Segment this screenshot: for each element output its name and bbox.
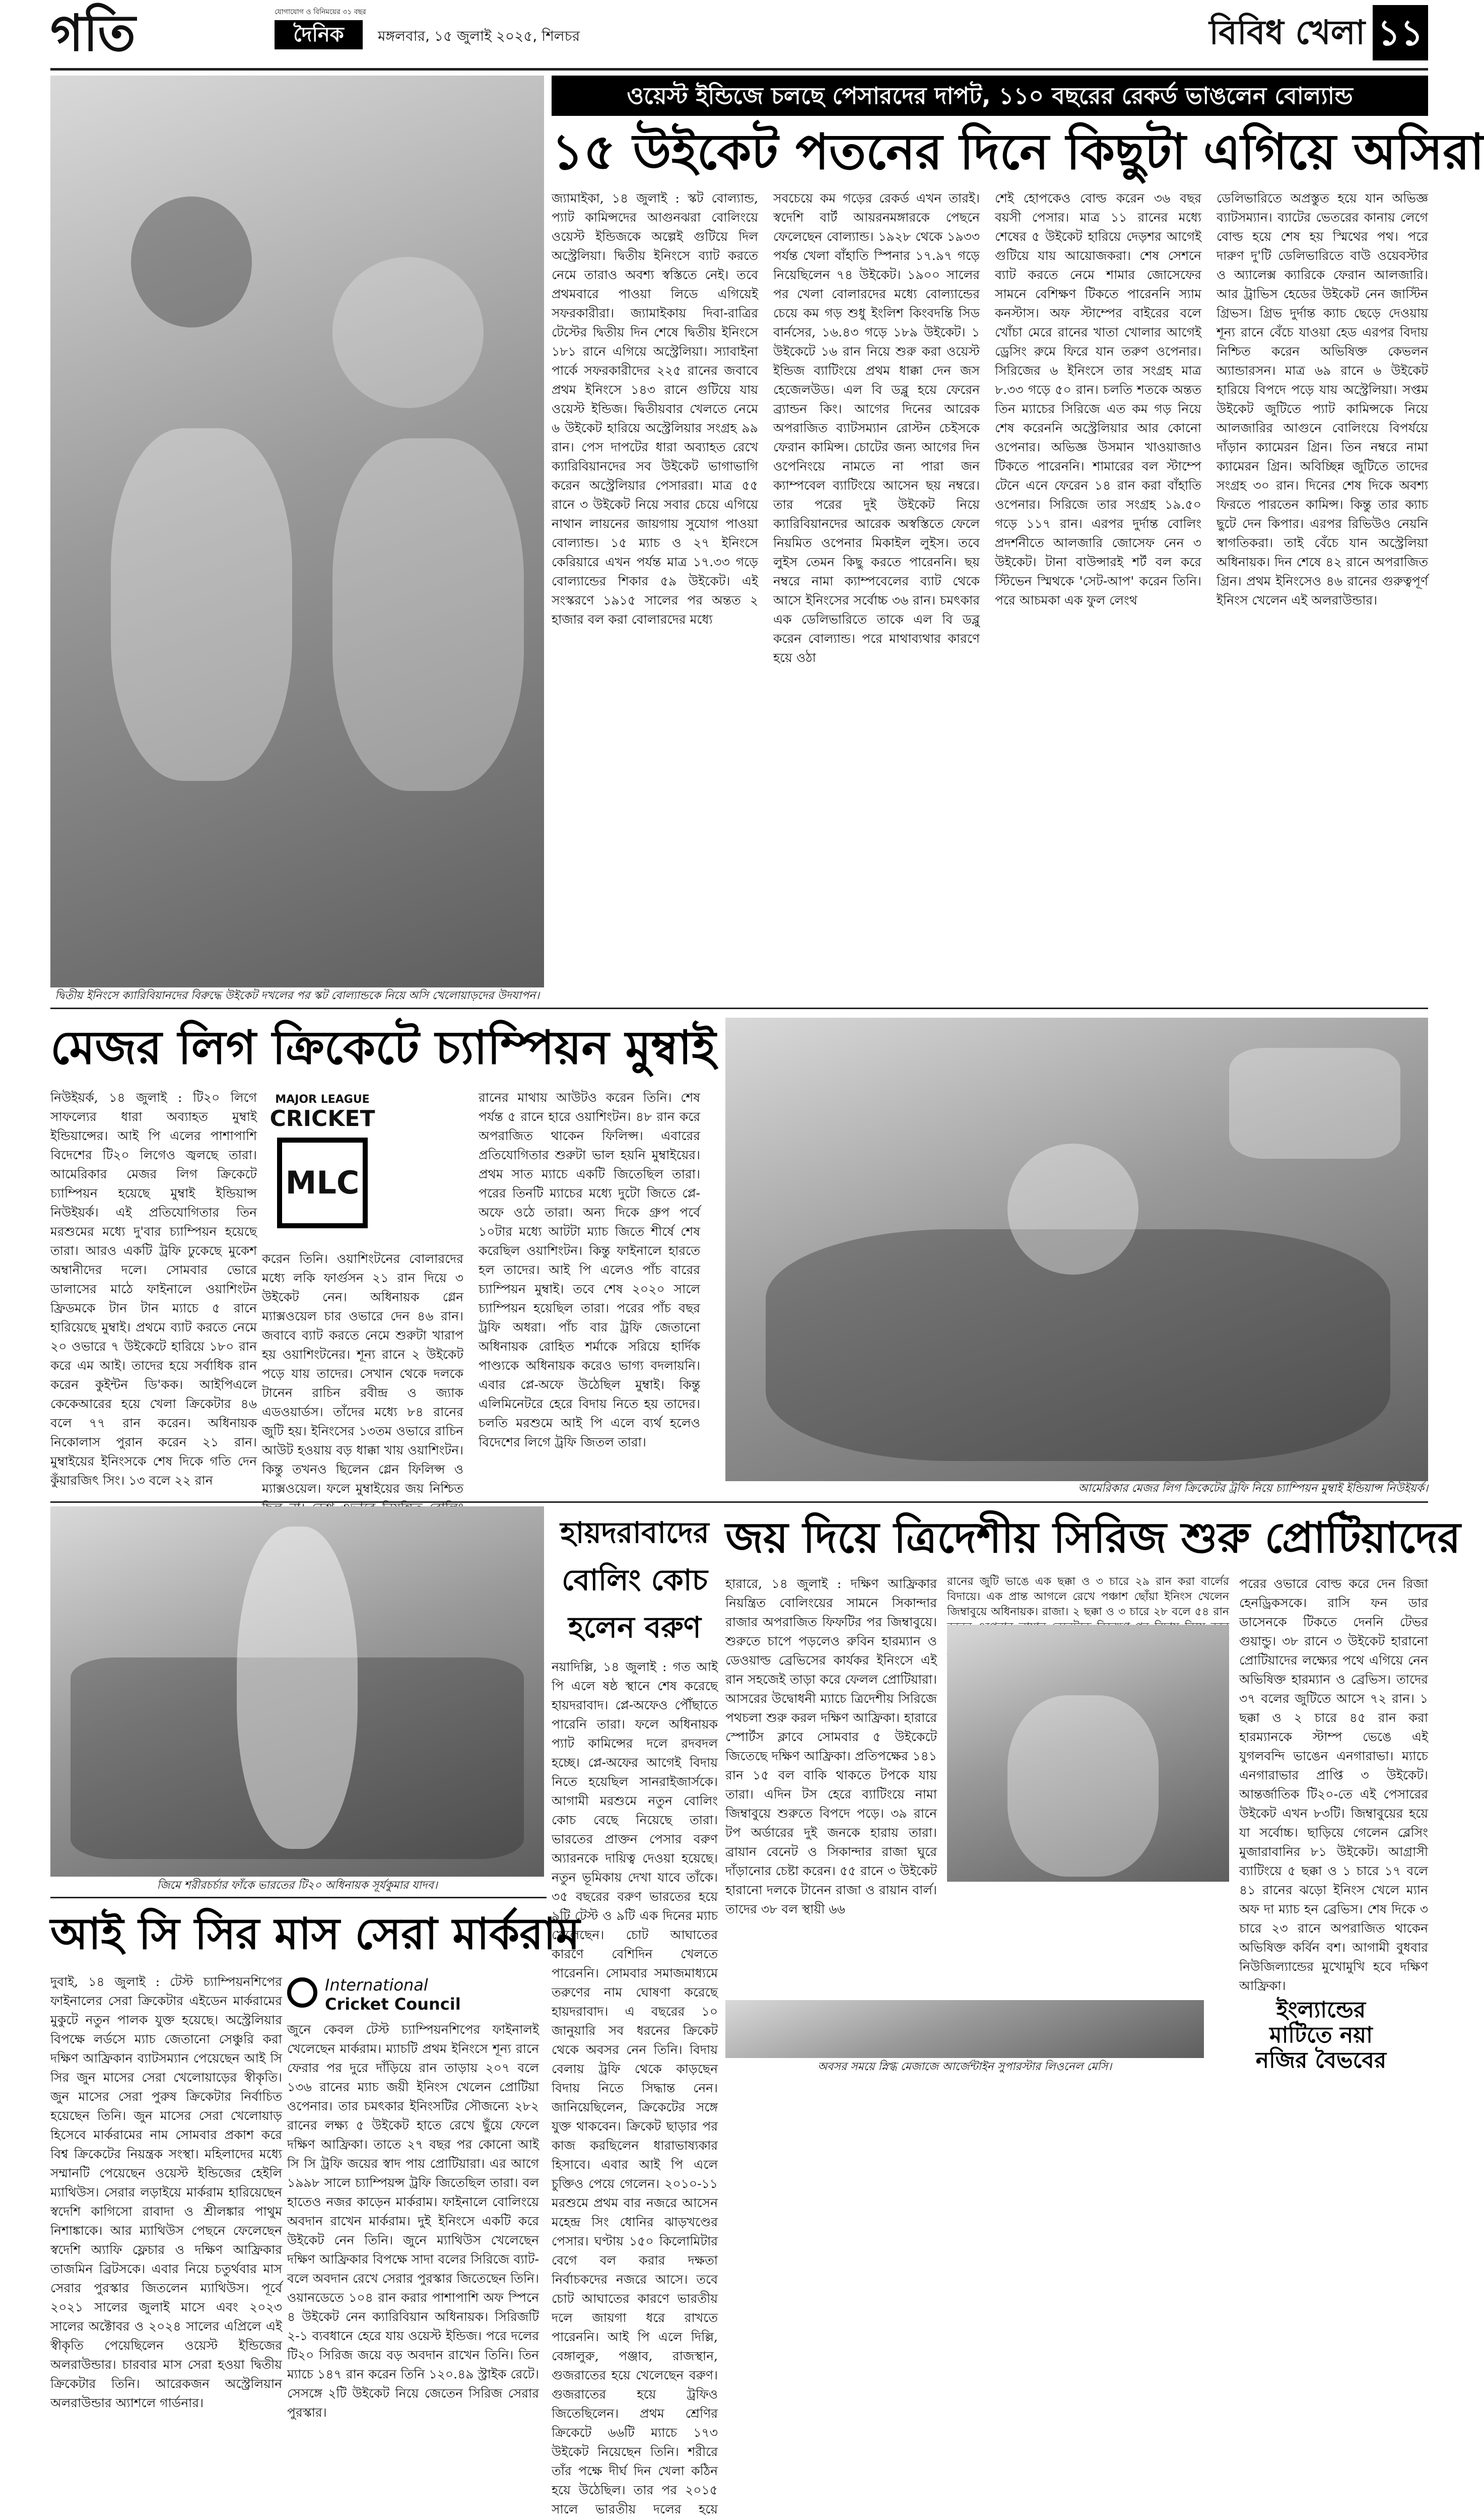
story1-column-4: ডেলিভারিতে অপ্রস্তুত হয়ে যান অভিজ্ঞ ব্যাটসম্যান। ব্যাটের ভেতরের কানায় লেগে বোল্ড হয়ে শেষ হয় স্মিথের পথ। পরে দারুণ দু'টি ডেলিভারিতে বাউ ওয়েবস্টার ও অ্যালেক্স ক্যারিকে ফেরান আলজারি। আর ট্রাভিস হেডের উইকেট নেন জাস্টিন গ্রিভস। গ্রিভ দুর্দান্ত ক্যাচ ছেড়ে দেওয়ায় শূন্য রানে বেঁচে যাওয়া হেড এরপর বিদায় নিশ্চিত করেন অভিষিক্ত কেভলন অ্যান্ডারসন। মাত্র ৬৯ রানে ৬ উইকেট হারিয়ে বিপদে পড়ে যায় অস্ট্রেলিয়া। সপ্তম উইকেট জুটিতে প্যাট কামিন্সকে নিয়ে আলজারির আগুনে বোলিংয়ে বিপর্যয়ে দাঁড়ান ক্যামেরন গ্রিন। তিন নম্বরে নামা ক্যামেরন গ্রিন। অবিচ্ছিন্ন জুটিতে তাদের সংগ্রহ ৩০ রান। দিনের শেষ দিকে অবশ্য ফিরতে পারতেন কামিন্স। কিন্তু তার ক্যাচ ছুটে দেন কিপার। এরপর রিভিউও নেয়নি স্বাগতিকরা। তাই বেঁচে যান অস্ট্রেলিয়া অধিনায়ক। দিন শেষে ৪২ রানে অপরাজিত গ্রিন। প্রথম ইনিংসেও ৪৬ রানের গুরুত্বপূর্ণ ইনিংস খেলেন এই অলরাউন্ডার। — [1217, 191, 1428, 608]
story7-headline-line-1: ইংল্যান্ডের — [1276, 1997, 1366, 2023]
icc-logo-text-2: Cricket Council — [325, 1995, 461, 2014]
story1-column-1: জ্যামাইকা, ১৪ জুলাই : স্কট বোল্যান্ড, প্যাট কামিন্সদের আগুনঝরা বোলিংয়ে ওয়েস্ট ইন্ডিজকে অল্পেই গুটিয়ে দিল অস্ট্রেলিয়া। দ্বিতীয় ইনিংসে ব্যাট করতে নেমে তারাও অবশ্য স্বস্তিতে নেই। তবে প্রথমবারে পাওয়া লিডে এগিয়েই সফরকারীরা। জ্যামাইকায় দিবা-রাত্রির টেস্টের দ্বিতীয় দিন শেষে দ্বিতীয় ইনিংসে ১৮১ রানে এগিয়ে অস্ট্রেলিয়া। স্যাবাইনা পার্কে সফরকারীদের ২২৫ রানের জবাবে প্রথম ইনিংসে ১৪৩ রানে গুটিয়ে যায় ওয়েস্ট ইন্ডিজ। দ্বিতীয়বার খেলতে নেমে ৬ উইকেট হারিয়ে অস্ট্রেলিয়ার সংগ্রহ ৯৯ রান। পেস দাপটের ধারা অব্যাহত রেখে ক্যারিবিয়ানদের সব উইকেট ভাগাভাগি করেন অস্ট্রেলিয়ার পেসাররা। মাত্র ৫৫ রানে ৩ উইকেট নিয়ে সবার চেয়ে এগিয়ে নাথান লায়নের জায়গায় সুযোগ পাওয়া বোল্যান্ড। ১৫ ম্যাচ ও ২৭ ইনিংসে কেরিয়ারে এখন পর্যন্ত মাত্র ১৭.৩৩ গড়ে বোল্যান্ডের শিকার ৫৯ উইকেট। এই সংস্করণে ১৯১৫ সালের পর অন্তত ২ হাজার বল করা বোলারদের মধ্যে — [552, 191, 758, 627]
story4-body: নয়াদিল্লি, ১৪ জুলাই : গত আই পি এলে ষষ্ঠ স্থানে শেষ করেছে হায়দরাবাদ। প্লে-অফেও পৌঁছাতে পারেনি তারা। ফলে অধিনায়ক প্যাট কামিন্সের দলে রদবদল হচ্ছে। প্লে-অফের আগেই বিদায় নিতে হয়েছিল সানরাইজার্সকে। আগামী মরশুমে নতুন বোলিং কোচ বেছে নিয়েছে তারা। ভারতের প্রাক্তন পেসার বরুণ অ্যারনকে দায়িত্ব দেওয়া হয়েছে। নতুন ভূমিকায় দেখা যাবে তাঁকে। ৩৫ বছরের বরুণ ভারতের হয়ে ৯টি টেস্ট ও ৯টি এক দিনের ম্যাচ খেলেছেন। চোট আঘাতের কারণে বেশিদিন খেলতে পারেননি। সোমবার সমাজমাধ্যমে তরুণের নাম ঘোষণা করেছে হায়দরাবাদ। এ বছরের ১০ জানুয়ারি সব ধরনের ক্রিকেট থেকে অবসর নেন তিনি। বিদায় বেলায় ট্রফি থেকে কাড়ছেন বিদায় নিতে সিদ্ধান্ত নেন। জানিয়েছিলেন, ক্রিকেটের সঙ্গে যুক্ত থাকবেন। ক্রিকেট ছাড়ার পর কাজ করছিলেন ধারাভাষ্যকার হিসাবে। এবার আই পি এলে চুক্তিও পেয়ে গেলেন। ২০১০-১১ মরশুমে প্রথম বার নজরে আসেন মহেন্দ্র সিং ধোনির ঝাড়খণ্ডের পেসার। ঘণ্টায় ১৫০ কিলোমিটার বেগে বল করার দক্ষতা নির্বাচকদের নজরে আসে। তবে চোট আঘাতের কারণে ভারতীয় দলে জায়গা ধরে রাখতে পারেননি। আই পি এলে দিল্লি, বেঙ্গালুরু, পঞ্জাব, রাজস্থান, গুজরাতের হয়ে খেলেছেন বরুণ। গুজরাতের হয়ে ট্রফিও জিতেছিলেন। প্রথম শ্রেণির ক্রিকেটে ৬৬টি ম্যাচে ১৭৩ উইকেট নিয়েছেন তিনি। শরীরে তাঁর পক্ষে দীর্ঘ দিন খেলা কঠিন হয়ে উঠেছিল। তার পর ২০১৫ সালে ভারতীয় দলের হয়ে — [552, 1660, 718, 2516]
story1-photo — [50, 76, 544, 987]
story5-column-2: জুনে কেবল টেস্ট চ্যাম্পিয়নশিপের ফাইনালই খেলেছেন মার্করাম। ম্যাচটি প্রথম ইনিংসে শূন্য রানে ফেরার পর দুরে দাঁড়িয়ে রান তাড়ায় ২০৭ বলে ১৩৬ রানের ম্যাচ জয়ী ইনিংস খেলেন প্রোটিয়া ওপেনার। তার চমৎকার ইনিংসটির সৌজন্যে ২৮২ রানের লক্ষ্য ৫ উইকেট হাতে রেখে ছুঁয়ে ফেলে দক্ষিণ আফ্রিকা। তাতে ২৭ বছর পর কোনো আই সি সি ট্রফি জয়ের স্বাদ পায় প্রোটিয়ারা। এর আগে ১৯৯৮ সালে চ্যাম্পিয়ন্স ট্রফি জিতেছিল তারা। বল হাতেও নজর কাড়েন মার্করাম। ফাইনালে বোলিংয়ে অবদান রাখেন মার্করাম। দুই ইনিংসে একটি করে উইকেট নেন তিনি। জুনে ম্যাথিউস খেলেছেন দক্ষিণ আফ্রিকার বিপক্ষে সাদা বলের সিরিজে ব্যাট-বলে অবদান রেখে সেরার পুরস্কার জিতেছেন তিনি। ওয়ানডেতে ১০৪ রান করার পাশাপাশি অফ স্পিনে ৪ উইকেট নেন ক্যারিবিয়ান অধিনায়ক। সিরিজটি ২-১ ব্যবধানে হেরে যায় ওয়েস্ট ইন্ডিজ। পরে দলের টি২০ সিরিজ জয়ে বড় অবদান রাখেন তিনি। তিন ম্যাচে ১৪৭ রান করেন তিনি ১২০.৪৯ স্ট্রাইক রেটে। সেসঙ্গে ২টি উইকেট নিয়ে জেতেন সিরিজ সেরার পুরস্কার। — [287, 2022, 539, 2420]
story2-photo-caption: আমেরিকার মেজর লিগ ক্রিকেটের ট্রফি নিয়ে চ্যাম্পিয়ন মুম্বাই ইন্ডিয়ান্স নিউইয়র্ক। — [1078, 1482, 1428, 1495]
story1-photo-caption: দ্বিতীয় ইনিংসে ক্যারিবিয়ানদের বিরুদ্ধে উইকেট দখলের পর স্কট বোল্যান্ডকে নিয়ে অসি খেলোয়াড়দের উদযাপন। — [54, 989, 540, 1002]
story7-headline — [1214, 1998, 1428, 2073]
story6-photo — [725, 2000, 1204, 2058]
story3-photo — [947, 1625, 1229, 1882]
story7-headline-line-3: নজির বৈভবের — [1255, 2047, 1387, 2073]
story4-headline-line-1: হায়দরাবাদের — [560, 1515, 709, 1550]
masthead-date-line: মঙ্গলবার, ১৫ জুলাই ২০২৫, শিলচর — [378, 28, 580, 44]
story1-column-2: সবচেয়ে কম গড়ের রেকর্ড এখন তারই। স্বদেশি বার্ট আয়রনমঙ্গারকে পেছনে ফেলেছেন বোল্যান্ড। ১৯২৮ থেকে ১৯৩৩ পর্যন্ত খেলা বাঁহাতি স্পিনার ১৭.৯৭ গড়ে নিয়েছিলেন ৭৪ উইকেট। ১৯০০ সালের পর খেলা বোলারদের মধ্যে বোল্যান্ডের চেয়ে কম গড় শুধু ইংলিশ কিংবদন্তি সিড বার্নসের, ১৬.৪৩ গড়ে ১৮৯ উইকেট। ১ উইকেটে ১৬ রান নিয়ে শুরু করা ওয়েস্ট ইন্ডিজ ব্যাটিংয়ে প্রথম ধাক্কা দেন জস হেজেলউড। এল বি ডব্লু হয়ে ফেরেন ব্র্যান্ডন কিং। আগের দিনের আরেক অপরাজিত ব্যাটসম্যান রোস্টন চেইসকে ফেরান কামিন্স। চোটের জন্য আগের দিন ওপেনিংয়ে নামতে না পারা জন ক্যাম্পবেল ব্যাটিংয়ে আসেন ছয় নম্বরে। তার পরের দুই উইকেট নিয়ে ক্যারিবিয়ানদের আরেক অস্বস্তিতে ফেলে নিয়মিত ওপেনার মিকাইল লুইস। তবে লুইস তেমন কিছু করতে পারেননি। ছয় নম্বরে নামা ক্যাম্পবেলের ব্যাট থেকে আসে ইনিংসের সর্বোচ্চ ৩৬ রান। চমৎকার এক ডেলিভারিতে তাকে এল বি ডব্লু করেন বোল্যান্ড। পরে মাথাব্যথার কারণে হয়ে ওঠা — [773, 191, 980, 665]
story2-column-2: করেন তিনি। ওয়াশিংটনের বোলারদের মধ্যে লকি ফার্গুসন ২১ রান দিয়ে ৩ উইকেট নেন। অধিনায়ক গ্লেন ম্যাক্সওয়েল চার ওভারে দেন ৪৬ রান। জবাবে ব্যাট করতে নেমে শুরুটা খারাপ হয় ওয়াশিংটনের। শূন্য রানে ২ উইকেট পড়ে যায় তাদের। সেখান থেকে দলকে টানেন রাচিন রবীন্দ্র ও জ্যাক এডওয়ার্ডস। তাঁদের মধ্যে ৮৪ রানের জুটি হয়। ইনিংসের ১৩তম ওভারে রাচিন আউট হওয়ায় বড় ধাক্কা খায় ওয়াশিংটন। কিন্তু তখনও ছিলেন গ্লেন ফিলিপ্স ও ম্যাক্সওয়েল। ফলে মুম্বাইয়ের জয় নিশ্চিত — [262, 1251, 463, 1496]
icc-logo-mark — [287, 1977, 317, 2008]
story3-column-3: পরের ওভারে বোল্ড করে দেন রিজা হেনড্রিকসকে। রাসি ফন ডার ডাসেনকে টিকতে দেননি টেভর গুয়ান্ডু। ৩৮ রানে ৩ উইকেট হারানো প্রোটিয়াদের লক্ষ্যের পথে এগিয়ে নেন অভিষিক্ত হারম্যান ও ব্রেভিস। তাদের ৩৭ বলের জুটিতে আসে ৭২ রান। ১ ছক্কা ও ২ চারে ৪৫ রান করা হারম্যানকে স্টাম্প ভেঙে এই যুগলবন্দি ভাঙেন এনগারাভা। ম্যাচে এনগারাভার প্রাপ্তি ৩ উইকেট। আন্তর্জাতিক টি২০-তে এই পেসারের উইকেট এখন ৮৩টি। জিম্বাবুয়ের হয়ে যা সর্বোচ্চ। ছাড়িয়ে গেলেন ব্লেসিং মুজারাবানির ৮১ উইকেট। আগ্রাসী ব্যাটিংয়ে ৫ ছক্কা ও ১ চারে ১৭ বলে ৪১ রানের ঝড়ো ইনিংস খেলে ম্যান অফ দা ম্যাচ হন ব্রেভিস। শেষ দিকে ৩ চারে ২৩ রানে অপরাজিত থাকেন অভিষিক্ত কর্বিন বশ। আগামী বুধবার নিউজিল্যান্ডের মুখোমুখি হবে দক্ষিণ আফ্রিকা। — [1239, 1576, 1428, 1993]
mlc-logo-line-1: MAJOR LEAGUE — [275, 1093, 370, 1106]
icc-logo — [287, 1972, 539, 2018]
story2-column-1: নিউইয়র্ক, ১৪ জুলাই : টি২০ লিগে সাফল্যের ধারা অব্যাহত মুম্বাই ইন্ডিয়ান্সের। আই পি এলের পাশাপাশি বিদেশের টি২০ লিগেও জ্বলছে তারা। আমেরিকার মেজর লিগ ক্রিকেটে চ্যাম্পিয়ন হয়েছে মুম্বাই ইন্ডিয়ান্স নিউইয়র্ক। এই প্রতিযোগিতার তিন মরশুমের মধ্যে দু'বার চ্যাম্পিয়ন হয়েছে তারা। আরও একটি ট্রফি ঢুকেছে মুকেশ অম্বানীদের দলে। সোমবার ভোরে ডালাসের মাঠে ফাইনালে ওয়াশিংটন ফ্রিডমকে টান টান ম্যাচে ৫ রানে হারিয়েছে মুম্বাই। প্রথমে ব্যাট করতে নেমে ২০ ওভারে ৭ উইকেটে হারিয়ে ১৮০ রান করে এম আই। তাদের হয়ে সর্বাধিক রান করেন কুইন্টন ডি'কক। আইপিএলে কেকেআরের হয়ে খেলা ক্রিকেটার ৪৬ বলে ৭৭ রান করেন। অধিনায়ক নিকোলাস পুরান করেন ২১ রান। মুম্বাইয়ের ইনিংসকে শেষ দিকে গতি দেন কুঁয়ারজিৎ সিং। ১৩ বলে ২২ রান — [50, 1090, 257, 1488]
story3-column-2-top: রানের জুটি ভাঙে এক ছক্কা ও ৩ চারে ২৯ রান করা বার্লের বিদায়ে। এক প্রান্ত আগলে রেখে পঞ্চাশ ছোঁয়া ইনিংস খেলেন জিম্বাবুয়ে অধিনায়ক। রাজা। ২ ছক্কা ও ৩ চারে ২৮ বলে ৫৪ রান — [947, 1575, 1229, 1618]
story1-kicker: ওয়েস্ট ইন্ডিজে চলছে পেসারদের দাপট, ১১০ বছরের রেকর্ড ভাঙলেন বোল্যান্ড — [552, 76, 1428, 116]
mlc-logo — [262, 1093, 383, 1244]
story3-column-1: হারারে, ১৪ জুলাই : দক্ষিণ আফ্রিকার নিয়ন্ত্রিত বোলিংয়ের সামনে সিকান্দার রাজার অপরাজিত ফিফটির পর জিম্বাবুয়ে। শুরুতে চাপে পড়লেও রুবিন হারম্যান ও ডেওয়াল্ড ব্রেভিসের কার্যকর ইনিংসে এই রান সহজেই তাড়া করে ফেলল প্রোটিয়ারা। আসরের উদ্বোধনী ম্যাচে ত্রিদেশীয় সিরিজে পথচলা শুরু করল দক্ষিণ আফ্রিকা। হারারে স্পোর্টস ক্লাবে সোমবার ৫ উইকেটে জিতেছে দক্ষিণ আফ্রিকা। প্রতিপক্ষের ১৪১ রান ১৫ বল বাকি থাকতে টপকে যায় তারা। এদিন টস হেরে ব্যাটিংয়ে নামা জিম্বাবুয়ে শুরুতে বিপদে পড়ে। ৩৯ রানে টপ অর্ডারের দুই জনকে হারায় তারা। ব্রায়ান বেনেট ও সিকান্দার রাজা ঘুরে দাঁড়ানোর চেষ্টা করেন। ৫৫ রানে ৩ উইকেট হারানো দলকে টানেন রাজা ও রায়ান বার্ল। তাদের ৩৮ বল স্থায়ী ৬৬ — [725, 1576, 937, 1916]
story2-column-3: রানের মাথায় আউটও করেন তিনি। শেষ পর্যন্ত ৫ রানে হারে ওয়াশিংটন। ৪৮ রান করে অপরাজিত থাকেন ফিলিপ্স। এবারের প্রতিযোগিতার শুরুটা ভাল হয়নি মুম্বাইয়ের। প্রথম সাত ম্যাচে একটি জিতেছিল তারা। পরের তিনটি ম্যাচের মধ্যে দুটো জিতে প্লে-অফে ওঠে তারা। অন্য দিকে গ্রুপ পর্বে ১০টার মধ্যে আটটা ম্যাচ জিতে শীর্ষে শেষ করেছিল ওয়াশিংটন। কিন্তু ফাইনালে হারতে হল তাদের। আই পি এলেও পাঁচ বারের চ্যাম্পিয়ন মুম্বাই। তবে শেষ ২০২০ সালে চ্যাম্পিয়ন হয়েছিল তারা। পরের পাঁচ বছর ট্রফি অধরা। পাঁচ বার ট্রফি জেতানো অধিনায়ক রোহিত শর্মাকে সরিয়ে হার্দিক পাণ্ড্যকে অধিনায়ক করেও ভাগ্য বদলায়নি। এবার প্লে-অফে উঠেছিল মুম্বাই। কিন্তু এলিমিনেটরে হেরে বিদায় নিতে হয় তাদের। চলতি মরশুমে আই পি এলে ব্যর্থ হলেও বিদেশের লিগে ট্রফি জিতল তারা। — [479, 1090, 700, 1449]
story2-photo — [725, 1018, 1428, 1481]
story6-photo-caption: অবসর সময়ে স্নিগ্ধ মেজাজে আর্জেন্টাইন সুপারস্টার লিওনেল মেসি। — [817, 2061, 1112, 2073]
story4-photo — [50, 1506, 544, 1877]
rule-after-story1 — [50, 1008, 1428, 1009]
story4-headline-line-2: বোলিং কোচ — [562, 1563, 708, 1597]
page-number: ১১ — [1373, 5, 1428, 60]
masthead-logo: গতি — [50, 4, 136, 62]
icc-logo-text-1: International — [325, 1975, 428, 1995]
mlc-logo-line-2: CRICKET — [269, 1106, 375, 1132]
story3-headline: জয় দিয়ে ত্রিদেশীয় সিরিজ শুরু প্রোটিয়াদের — [725, 1513, 1461, 1562]
story4-headline-line-3: হলেন বরুণ — [568, 1610, 701, 1644]
story1-headline: ১৫ উইকেট পতনের দিনে কিছুটা এগিয়ে অসিরা — [552, 123, 1484, 181]
story5-headline: আই সি সির মাস সেরা মার্করাম — [50, 1909, 580, 1959]
masthead-brand-box: দৈনিক — [275, 20, 363, 49]
story5-column-1: দুবাই, ১৪ জুলাই : টেস্ট চ্যাম্পিয়নশিপের ফাইনালের সেরা ক্রিকেটার এইডেন মার্করামের মুকুটে নতুন পালক যুক্ত হয়েছে। অস্ট্রেলিয়ার বিপক্ষে লর্ডসে ম্যাচ জেতানো সেঞ্চুরি করা দক্ষিণ আফ্রিকান ব্যাটসম্যান পেয়েছেন আই সি সির জুন মাসের সেরা খেলোয়াড়ের স্বীকৃতি। জুন মাসের সেরা পুরুষ ক্রিকেটার নির্বাচিত হয়েছেন তিনি। জুন মাসের সেরা খেলোয়াড় হিসেবে মার্করামের নাম সোমবার প্রকাশ করে বিশ্ব ক্রিকেটের নিয়ন্ত্রক সংস্থা। মহিলাদের মধ্যে সম্মানটি পেয়েছেন ওয়েস্ট ইন্ডিজের হেইলি ম্যাথিউস। সেরার লড়াইয়ে মার্করাম হারিয়েছেন স্বদেশি কাগিসো রাবাদা ও শ্রীলঙ্কার পাথুম নিশাঙ্কাকে। আর ম্যাথিউস পেছনে ফেলেছেন স্বদেশি অ্যাফি ফ্লেচার ও দক্ষিণ আফ্রিকার তাজমিন ব্রিটসকে। এবার নিয়ে চতুর্থবার মাস সেরার পুরস্কার জিতলেন ম্যাথিউস। পূর্বে ২০২১ সালের জুলাই মাসে এবং ২০২৩ সালের অক্টোবর ও ২০২৪ সালের এপ্রিলে এই স্বীকৃতি পেয়েছিলেন ওয়েস্ট ইন্ডিজের অলরাউন্ডার। চারবার মাস সেরা হওয়া দ্বিতীয় ক্রিকেটার তিনি। আরেকজন অস্ট্রেলিয়ান অলরাউন্ডার অ্যাশলে গার্ডনার। — [50, 1974, 282, 2410]
story7-headline-line-2: মাটিতে নয়া — [1269, 2022, 1373, 2048]
section-title: বিবিধ খেলা — [1209, 13, 1365, 52]
masthead-rule — [50, 68, 1428, 71]
story1-column-3: শেই হোপকেও বোল্ড করেন ৩৬ বছর বয়সী পেসার। মাত্র ১১ রানের মধ্যে শেষের ৫ উইকেট হারিয়ে দেড়শর আগেই গুটিয়ে যায় আয়োজকরা। শেষ সেশনে ব্যাট করতে নেমে শামার জোসেফের সামনে বেশিক্ষণ টিকতে পারেননি স্যাম কনস্টাস। অফ স্টাম্পের বাইরের বলে খোঁচা মেরে রানের খাতা খোলার আগেই ড্রেসিং রুমে ফিরে যান তরুণ ওপেনার। সিরিজের ৬ ইনিংসে তার সংগ্রহ মাত্র ৮.৩৩ গড়ে ৫০ রান। চলতি শতকে অন্তত তিন ম্যাচের সিরিজে এত কম গড় নিয়ে শেষ করেননি অস্ট্রেলিয়ার আর কোনো ওপেনার। অভিজ্ঞ উসমান খাওয়াজাও টিকতে পারেননি। শামারের বল স্টাম্পে টেনে এনে ফেরেন ১৪ রান করা বাঁহাতি ওপেনার। সিরিজে তার সংগ্রহ ১৯.৫০ গড়ে ১১৭ রান। এরপর দুর্দান্ত বোলিং প্রদর্শনীতে আলজারি জোসেফ নেন ৩ উইকেট। টানা বাউন্সারই শর্ট বল করে স্টিভেন স্মিথকে 'সেট-আপ' করেন তিনি। পরে আচমকা এক ফুল লেংথ — [995, 191, 1201, 608]
story2-headline: মেজর লিগ ক্রিকেটে চ্যাম্পিয়ন মুম্বাই — [50, 1021, 716, 1075]
masthead-tagline: যোগাযোগ ও বিনিময়ের ৩১ বছর — [275, 8, 366, 16]
story4-photo-caption: জিমে শরীরচর্চার ফাঁকে ভারতের টি২০ অধিনায়ক সূর্যকুমার যাদব। — [157, 1879, 438, 1892]
rule-after-story2 — [50, 1501, 1428, 1503]
masthead — [0, 0, 1450, 68]
story4-headline — [552, 1509, 718, 1655]
mlc-logo-mark: MLC — [277, 1138, 368, 1228]
rule-after-story4 — [50, 1897, 547, 1898]
